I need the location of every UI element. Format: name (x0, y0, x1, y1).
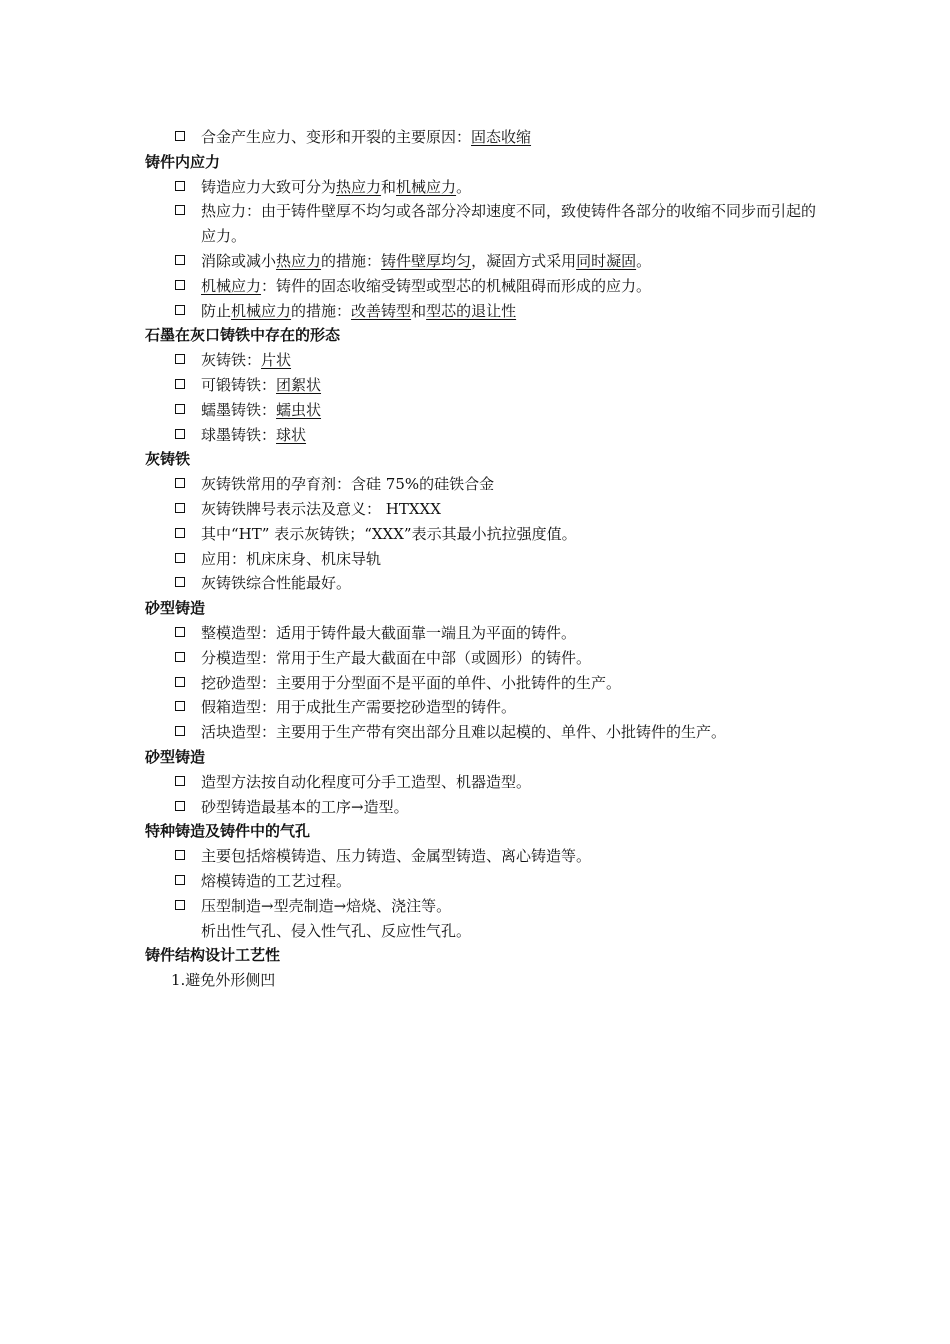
underlined-term: 机械应力 (201, 276, 262, 295)
bullet-item (145, 795, 825, 820)
checkbox-bullet-icon (175, 503, 185, 513)
checkbox-bullet-icon (175, 528, 185, 538)
section-heading: 石墨在灰口铸铁中存在的形态 (145, 326, 341, 345)
item-text: 和 (411, 301, 427, 320)
bullet-item (145, 894, 825, 919)
item-text: ，凝固方式采用 (471, 251, 577, 270)
item-text: 灰铸铁牌号表示法及意义： HTXXX (201, 499, 441, 518)
section-heading: 铸件结构设计工艺性 (145, 946, 281, 965)
item-text: 和 (381, 177, 397, 196)
bullet-item (145, 695, 825, 720)
checkbox-bullet-icon (175, 553, 185, 563)
checkbox-bullet-icon (175, 900, 185, 910)
checkbox-bullet-icon (175, 478, 185, 488)
section-heading: 特种铸造及铸件中的气孔 (145, 822, 311, 841)
underlined-term: 同时凝固 (576, 251, 637, 270)
underlined-term: 机械应力 (231, 301, 292, 320)
bullet-item (145, 373, 825, 398)
item-text: 的措施： (321, 251, 382, 270)
underlined-term: 固态收缩 (471, 128, 532, 146)
item-text: 铸造应力大致可分为 (201, 177, 337, 196)
checkbox-bullet-icon (175, 280, 185, 290)
item-text: 熔模铸造的工艺过程。 (201, 871, 352, 890)
bullet-item (145, 249, 825, 274)
bullet-item (145, 720, 825, 745)
checkbox-bullet-icon (175, 801, 185, 811)
item-text: 灰铸铁： (201, 351, 262, 370)
item-text: 。 (636, 251, 652, 270)
checkbox-bullet-icon (175, 577, 185, 587)
underlined-term: 改善铸型 (351, 301, 412, 320)
bullet-item (145, 497, 825, 522)
item-text: 其中“HT” 表示灰铸铁；“XXX”表示其最小抗拉强度值。 (201, 524, 577, 543)
bullet-item (145, 671, 825, 696)
underlined-term: 热应力 (276, 251, 322, 270)
item-text: 合金产生应力、变形和开裂的主要原因： (201, 128, 472, 146)
underlined-term: 铸件壁厚均匀 (381, 251, 472, 270)
checkbox-bullet-icon (175, 205, 185, 215)
item-text: 灰铸铁常用的孕育剂：含硅 75%的硅铁合金 (201, 475, 495, 494)
bullet-item (145, 547, 825, 572)
bullet-item (145, 869, 825, 894)
section-heading: 灰铸铁 (145, 450, 191, 469)
checkbox-bullet-icon (175, 255, 185, 265)
checkbox-bullet-icon (175, 181, 185, 191)
checkbox-bullet-icon (175, 305, 185, 315)
section-heading: 铸件内应力 (145, 152, 221, 171)
checkbox-bullet-icon (175, 776, 185, 786)
section-heading: 砂型铸造 (145, 747, 206, 766)
item-text: 应用：机床床身、机床导轨 (201, 549, 382, 568)
item-text: 活块造型：主要用于生产带有突出部分且难以起模的、单件、小批铸件的生产。 (201, 723, 727, 742)
checkbox-bullet-icon (175, 404, 185, 414)
item-text: 可锻铸铁： (201, 375, 277, 394)
bullet-item (145, 199, 825, 249)
underlined-term: 片状 (261, 351, 292, 370)
item-text: 假箱造型：用于成批生产需要挖砂造型的铸件。 (201, 698, 517, 717)
bullet-item (145, 274, 825, 299)
item-text: ：铸件的固态收缩受铸型或型芯的机械阻碍而形成的应力。 (261, 276, 652, 295)
underlined-term: 球状 (276, 425, 307, 444)
bullet-item (145, 125, 825, 150)
checkbox-bullet-icon (175, 354, 185, 364)
item-text: 热应力：由于铸件壁厚不均匀或各部分冷却速度不同，致使铸件各部分的收缩不同步而引起的应力。 (201, 202, 817, 246)
checkbox-bullet-icon (175, 701, 185, 711)
item-text: 球墨铸铁： (201, 425, 277, 444)
bullet-item (145, 299, 825, 324)
checkbox-bullet-icon (175, 379, 185, 389)
underlined-term: 团絮状 (276, 375, 322, 394)
bullet-item (145, 175, 825, 200)
item-text: 分模造型：常用于生产最大截面在中部（或圆形）的铸件。 (201, 648, 592, 667)
underlined-term: 蠕虫状 (276, 400, 322, 419)
checkbox-bullet-icon (175, 652, 185, 662)
bullet-item (145, 522, 825, 547)
underlined-term: 热应力 (336, 177, 382, 196)
bullet-item (145, 646, 825, 671)
item-text: 的措施： (291, 301, 352, 320)
checkbox-bullet-icon (175, 429, 185, 439)
underlined-term: 型芯的退让性 (426, 301, 517, 320)
bullet-item (145, 423, 825, 448)
checkbox-bullet-icon (175, 131, 185, 141)
item-text: 防止 (201, 301, 232, 320)
bullet-item (145, 621, 825, 646)
item-text: 造型方法按自动化程度可分手工造型、机器造型。 (201, 772, 532, 791)
document-content (145, 125, 825, 993)
bullet-item (145, 348, 825, 373)
checkbox-bullet-icon (175, 677, 185, 687)
numbered-item: 1.避免外形侧凹 (171, 971, 276, 990)
bullet-item (145, 472, 825, 497)
item-text: 消除或减小 (201, 251, 277, 270)
section-heading: 砂型铸造 (145, 599, 206, 618)
item-text: 。 (456, 177, 472, 196)
checkbox-bullet-icon (175, 627, 185, 637)
item-text: 主要包括熔模铸造、压力铸造、金属型铸造、离心铸造等。 (201, 847, 592, 866)
bullet-item (145, 770, 825, 795)
underlined-term: 机械应力 (396, 177, 457, 196)
bullet-item (145, 398, 825, 423)
bullet-item (145, 844, 825, 869)
bullet-item (145, 571, 825, 596)
item-text: 砂型铸造最基本的工序→造型。 (201, 797, 409, 816)
item-text: 压型制造→型壳制造→焙烧、浇注等。 (201, 896, 452, 915)
item-text: 灰铸铁综合性能最好。 (201, 574, 352, 593)
checkbox-bullet-icon (175, 726, 185, 736)
plain-paragraph: 析出性气孔、侵入性气孔、反应性气孔。 (201, 921, 472, 940)
item-text: 整模造型：适用于铸件最大截面靠一端且为平面的铸件。 (201, 623, 577, 642)
checkbox-bullet-icon (175, 850, 185, 860)
item-text: 蠕墨铸铁： (201, 400, 277, 419)
item-text: 挖砂造型：主要用于分型面不是平面的单件、小批铸件的生产。 (201, 673, 622, 692)
checkbox-bullet-icon (175, 875, 185, 885)
